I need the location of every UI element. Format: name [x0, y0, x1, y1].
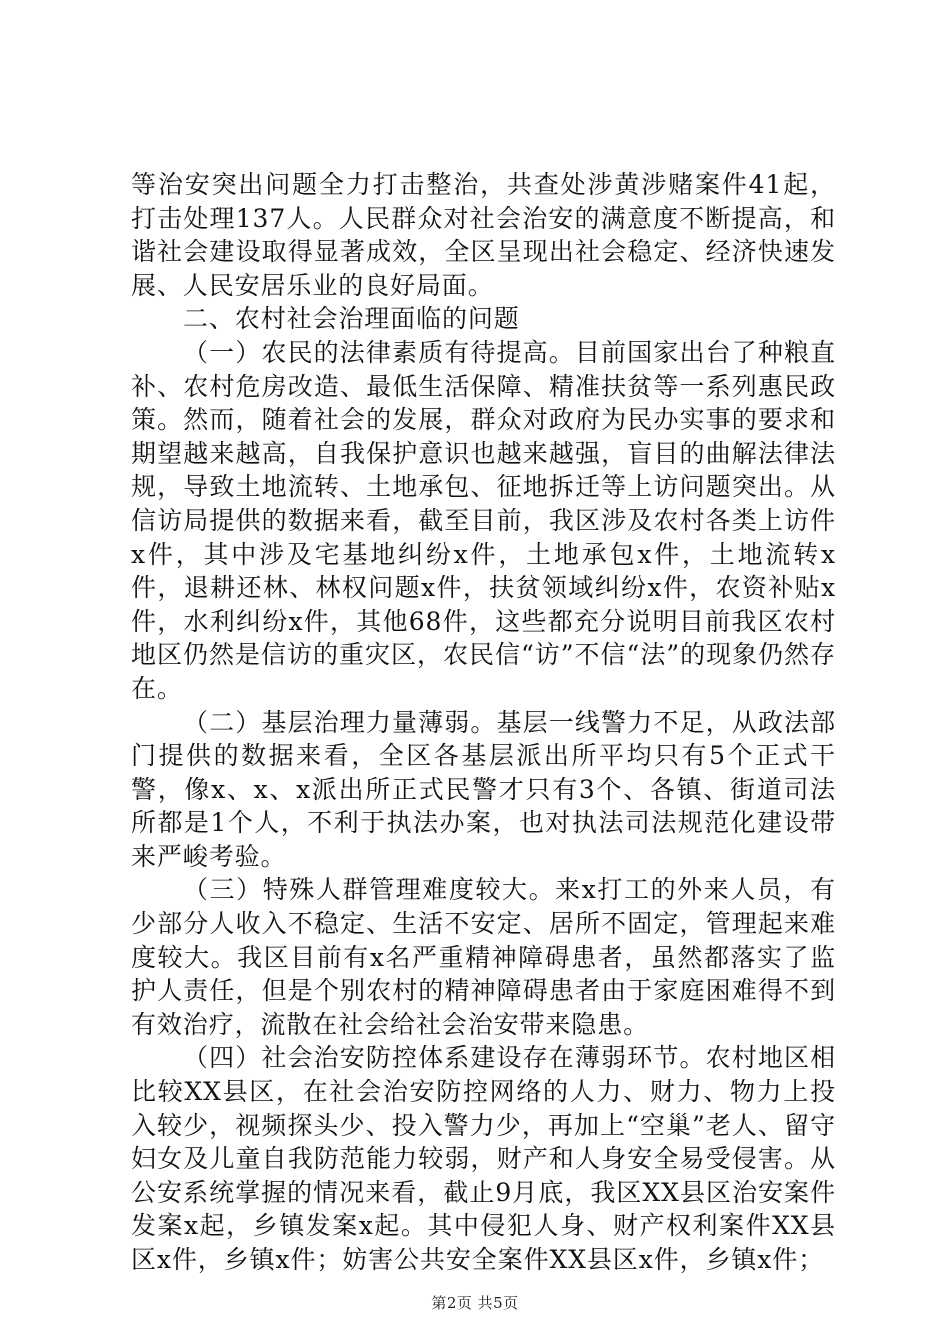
- paragraph-item-3: （三）特殊人群管理难度较大。来x打工的外来人员，有少部分人收入不稳定、生活不安定、居所不固定，管理起来难度较大。我区目前有x名严重精神障碍患者，虽然都落实了监护人责任，但是个别农村的精神障碍患者由于家庭困难得不到有效治疗，流散在社会给社会治安带来隐患。: [131, 875, 836, 1039]
- document-body: [131, 168, 836, 1277]
- section-heading: 二、农村社会治理面临的问题: [183, 304, 520, 334]
- paragraph-continuation: 等治安突出问题全力打击整治，共查处涉黄涉赌案件41起，打击处理137人。人民群众对社会治安的满意度不断提高，和谐社会建设取得显著成效，全区呈现出社会稳定、经济快速发展、人民安居乐业的良好局面。: [131, 170, 836, 300]
- page-number: 第2页 共5页: [431, 1294, 519, 1312]
- paragraph-item-1: （一）农民的法律素质有待提高。目前国家出台了种粮直补、农村危房改造、最低生活保障、精准扶贫等一系列惠民政策。然而，随着社会的发展，群众对政府为民办实事的要求和期望越来越高，自我保护意识也越来越强，盲目的曲解法律法规，导致土地流转、土地承包、征地拆迁等上访问题突出。从信访局提供的数据来看，截至目前，我区涉及农村各类上访件x件，其中涉及宅基地纠纷x件，土地承包x件，土地流转x件，退耕还林、林权问题x件，扶贫领域纠纷x件，农资补贴x件，水利纠纷x件，其他68件，这些都充分说明目前我区农村地区仍然是信访的重灾区，农民信“访”不信“法”的现象仍然存在。: [131, 337, 836, 703]
- paragraph-item-2: （二）基层治理力量薄弱。基层一线警力不足，从政法部门提供的数据来看，全区各基层派出所平均只有5个正式干警，像x、x、x派出所正式民警才只有3个、各镇、街道司法所都是1个人，不利于执法办案，也对执法司法规范化建设带来严峻考验。: [131, 707, 836, 871]
- paragraph-item-4: （四）社会治安防控体系建设存在薄弱环节。农村地区相比较XX县区，在社会治安防控网络的人力、财力、物力上投入较少，视频探头少、投入警力少，再加上“空巢”老人、留守妇女及儿童自我防范能力较弱，财产和人身安全易受侵害。从公安系统掌握的情况来看，截止9月底，我区XX县区治安案件发案x起，乡镇发案x起。其中侵犯人身、财产权利案件XX县区x件，乡镇x件；妨害公共安全案件XX县区x件，乡镇x件；: [131, 1043, 836, 1274]
